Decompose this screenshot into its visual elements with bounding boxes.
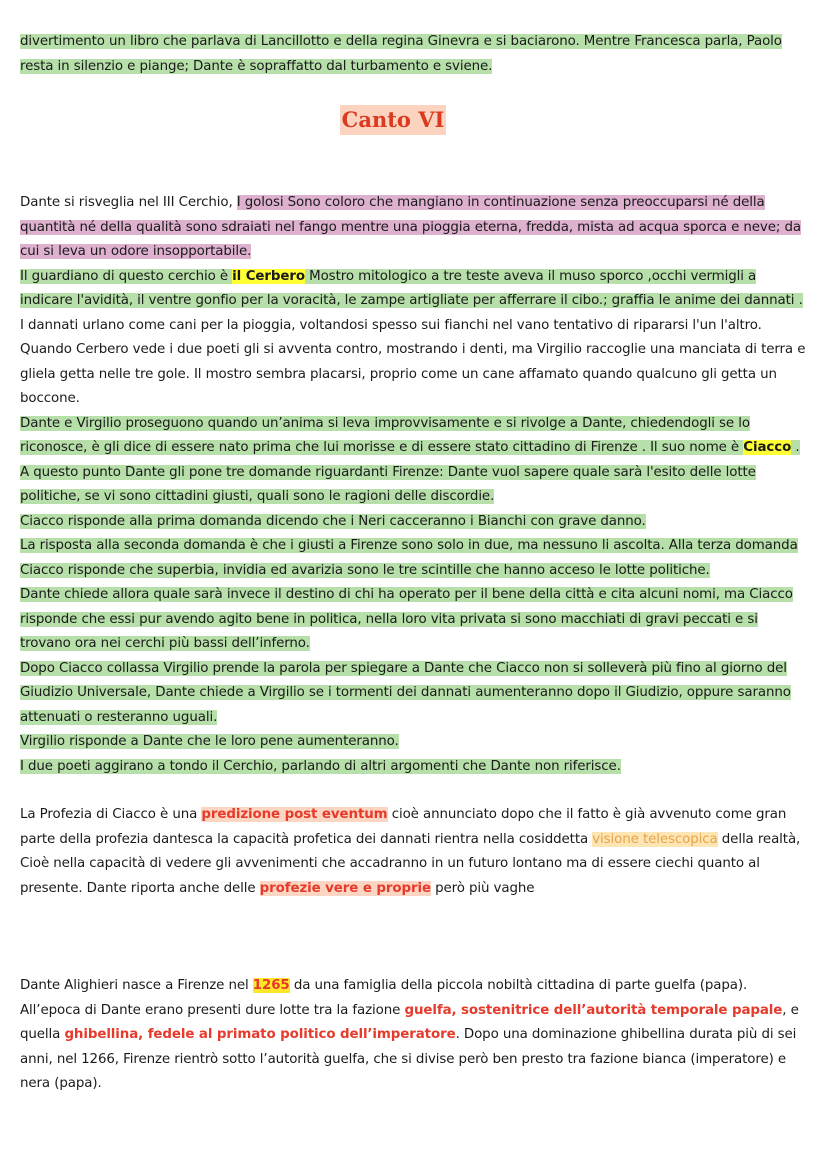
- golosi-highlight: I golosi Sono coloro che mangiano in continuazione senza preoccuparsi né della quantità né della qualità sono sdraiati nel fango mentre una pioggia eterna, fredda, mista ad acqua sporca e neve; da cui si leva un odore insopportabile.: [20, 195, 801, 259]
- giudizio-text: Dopo Ciacco collassa Virgilio prende la parola per spiegare a Dante che Ciacco non si solleverà più fino al giorno del Giudizio Universale, Dante chiede a Virgilio se i tormenti dei dannati aumenteranno dopo il Giudizio, oppure saranno attenuati o resteranno uguali.: [20, 660, 791, 725]
- dante-p2: da una famiglia della piccola nobiltà cittadina di parte guelfa (papa). All’epoca di Dante erano presenti dure lotte tra la fazione: [20, 978, 748, 1018]
- domande-text: A questo punto Dante gli pone tre domande riguardanti Firenze: Dante vuol sapere quale sarà l'esito delle lotte politiche, se vi sono cittadini giusti, quali sono le ragioni delle discordie.: [20, 464, 756, 504]
- profezia-term-vere: profezie vere e proprie: [259, 880, 431, 896]
- ciacco-before: Dante e Virgilio proseguono quando un’anima si leva improvvisamente e si rivolge a Dante, chiedendogli se lo riconosce, è gli dice di essere nato prima che lui morisse e di essere stato cittadino di Firenze . Il suo nome è: [20, 415, 750, 455]
- profezia-paragraph: [20, 803, 806, 901]
- risposta1-paragraph: [20, 510, 806, 535]
- dante-p3: , e quella: [20, 1002, 799, 1042]
- giudizio-paragraph: [20, 657, 806, 731]
- intro-paragraph: [20, 30, 806, 79]
- dante-p1: Dante Alighieri nasce a Firenze nel: [20, 978, 253, 993]
- aggirano-paragraph: [20, 755, 806, 780]
- profezia-p1: La Profezia di Ciacco è una: [20, 807, 202, 822]
- ciacco-paragraph: [20, 412, 806, 461]
- golosi-lead: Dante si risveglia nel III Cerchio,: [20, 195, 237, 210]
- cerbero-after: Mostro mitologico a tre teste aveva il muso sporco ,occhi vermigli a indicare l'avidità, il ventre gonfio per la voracità, le zampe artigliate per afferrare il cibo.; graffia le anime dei dannati .: [20, 268, 803, 308]
- profezia-p2: cioè annunciato dopo che il fatto è già avvenuto come gran parte della profezia dantesca la capacità profetica dei dannati rientra nella cosiddetta: [20, 807, 787, 847]
- ciacco-after: .: [791, 440, 800, 455]
- dante-ghibellina: ghibellina, fedele al primato politico dell’imperatore: [64, 1027, 456, 1042]
- cerbero-name: il Cerbero: [232, 268, 305, 284]
- pene-text: Virgilio risponde a Dante che le loro pene aumenteranno.: [20, 734, 399, 749]
- profezia-p4: però più vaghe: [430, 880, 535, 896]
- ciacco-name: Ciacco: [743, 440, 792, 455]
- golosi-paragraph: [20, 191, 806, 265]
- dante-guelfa: guelfa, sostenitrice dell’autorità temporale papale: [404, 1002, 783, 1018]
- risposta2-text: La risposta alla seconda domanda è che i giusti a Firenze sono solo in due, ma nessuno li ascolta. Alla terza domanda Ciacco risponde che superbia, invidia ed avarizia sono le tre scintille che hanno acceso le lotte politiche.: [20, 538, 798, 578]
- domande-paragraph: [20, 461, 806, 510]
- pene-paragraph: [20, 730, 806, 755]
- dante-p4: . Dopo una dominazione ghibellina durata più di sei anni, nel 1266, Firenze rientrò sotto l’autorità guelfa, che si divise però ben presto tra fazione bianca (imperatore) e nera (papa).: [20, 1027, 797, 1091]
- document-page: [20, 30, 806, 1097]
- cerbero-paragraph: [20, 265, 806, 314]
- cerbero-before: Il guardiano di questo cerchio è: [20, 268, 233, 284]
- profezia-p3: della realtà, Cioè nella capacità di vedere gli avvenimenti che accadranno in un futuro lontano ma di essere ciechi quanto al presente. Dante riporta anche delle: [20, 831, 801, 896]
- canto-title: Canto VI: [340, 105, 447, 135]
- destino-paragraph: [20, 583, 806, 657]
- intro-text: divertimento un libro che parlava di Lancillotto e della regina Ginevra e si baciarono. Mentre Francesca parla, Paolo resta in silenzio e piange; Dante è sopraffatto dal turbamento e sviene.: [20, 34, 782, 74]
- dannati-paragraph: I dannati urlano come cani per la pioggia, voltandosi spesso sui fianchi nel vano tentativo di ripararsi l'un l'altro. Quando Cerbero vede i due poeti gli si avventa contro, mostrando i denti, ma Virgilio raccoglie una manciata di terra e gliela getta nelle tre gole. Il mostro sembra placarsi, proprio come un cane affamato quando qualcuno gli getta un boccone.: [20, 317, 806, 406]
- risposta1-text: Ciacco risponde alla prima domanda dicendo che i Neri cacceranno i Bianchi con grave danno.: [20, 513, 646, 529]
- destino-text: Dante chiede allora quale sarà invece il destino di chi ha operato per il bene della città e cita alcuni nomi, ma Ciacco risponde che essi pur avendo agito bene in politica, nella loro vita privata si sono macchiati di gravi peccati e si trovano ora nei cerchi più bassi dell’inferno.: [20, 587, 793, 651]
- profezia-term-post-eventum: predizione post eventum: [201, 807, 388, 822]
- profezia-term-visione: visione telescopica: [592, 831, 718, 847]
- canto-heading: [20, 105, 806, 145]
- dante-paragraph: [20, 974, 806, 1097]
- aggirano-text: I due poeti aggirano a tondo il Cerchio, parlando di altri argomenti che Dante non riferisce.: [20, 758, 621, 774]
- risposta2-paragraph: [20, 534, 806, 583]
- dante-year: 1265: [252, 978, 290, 993]
